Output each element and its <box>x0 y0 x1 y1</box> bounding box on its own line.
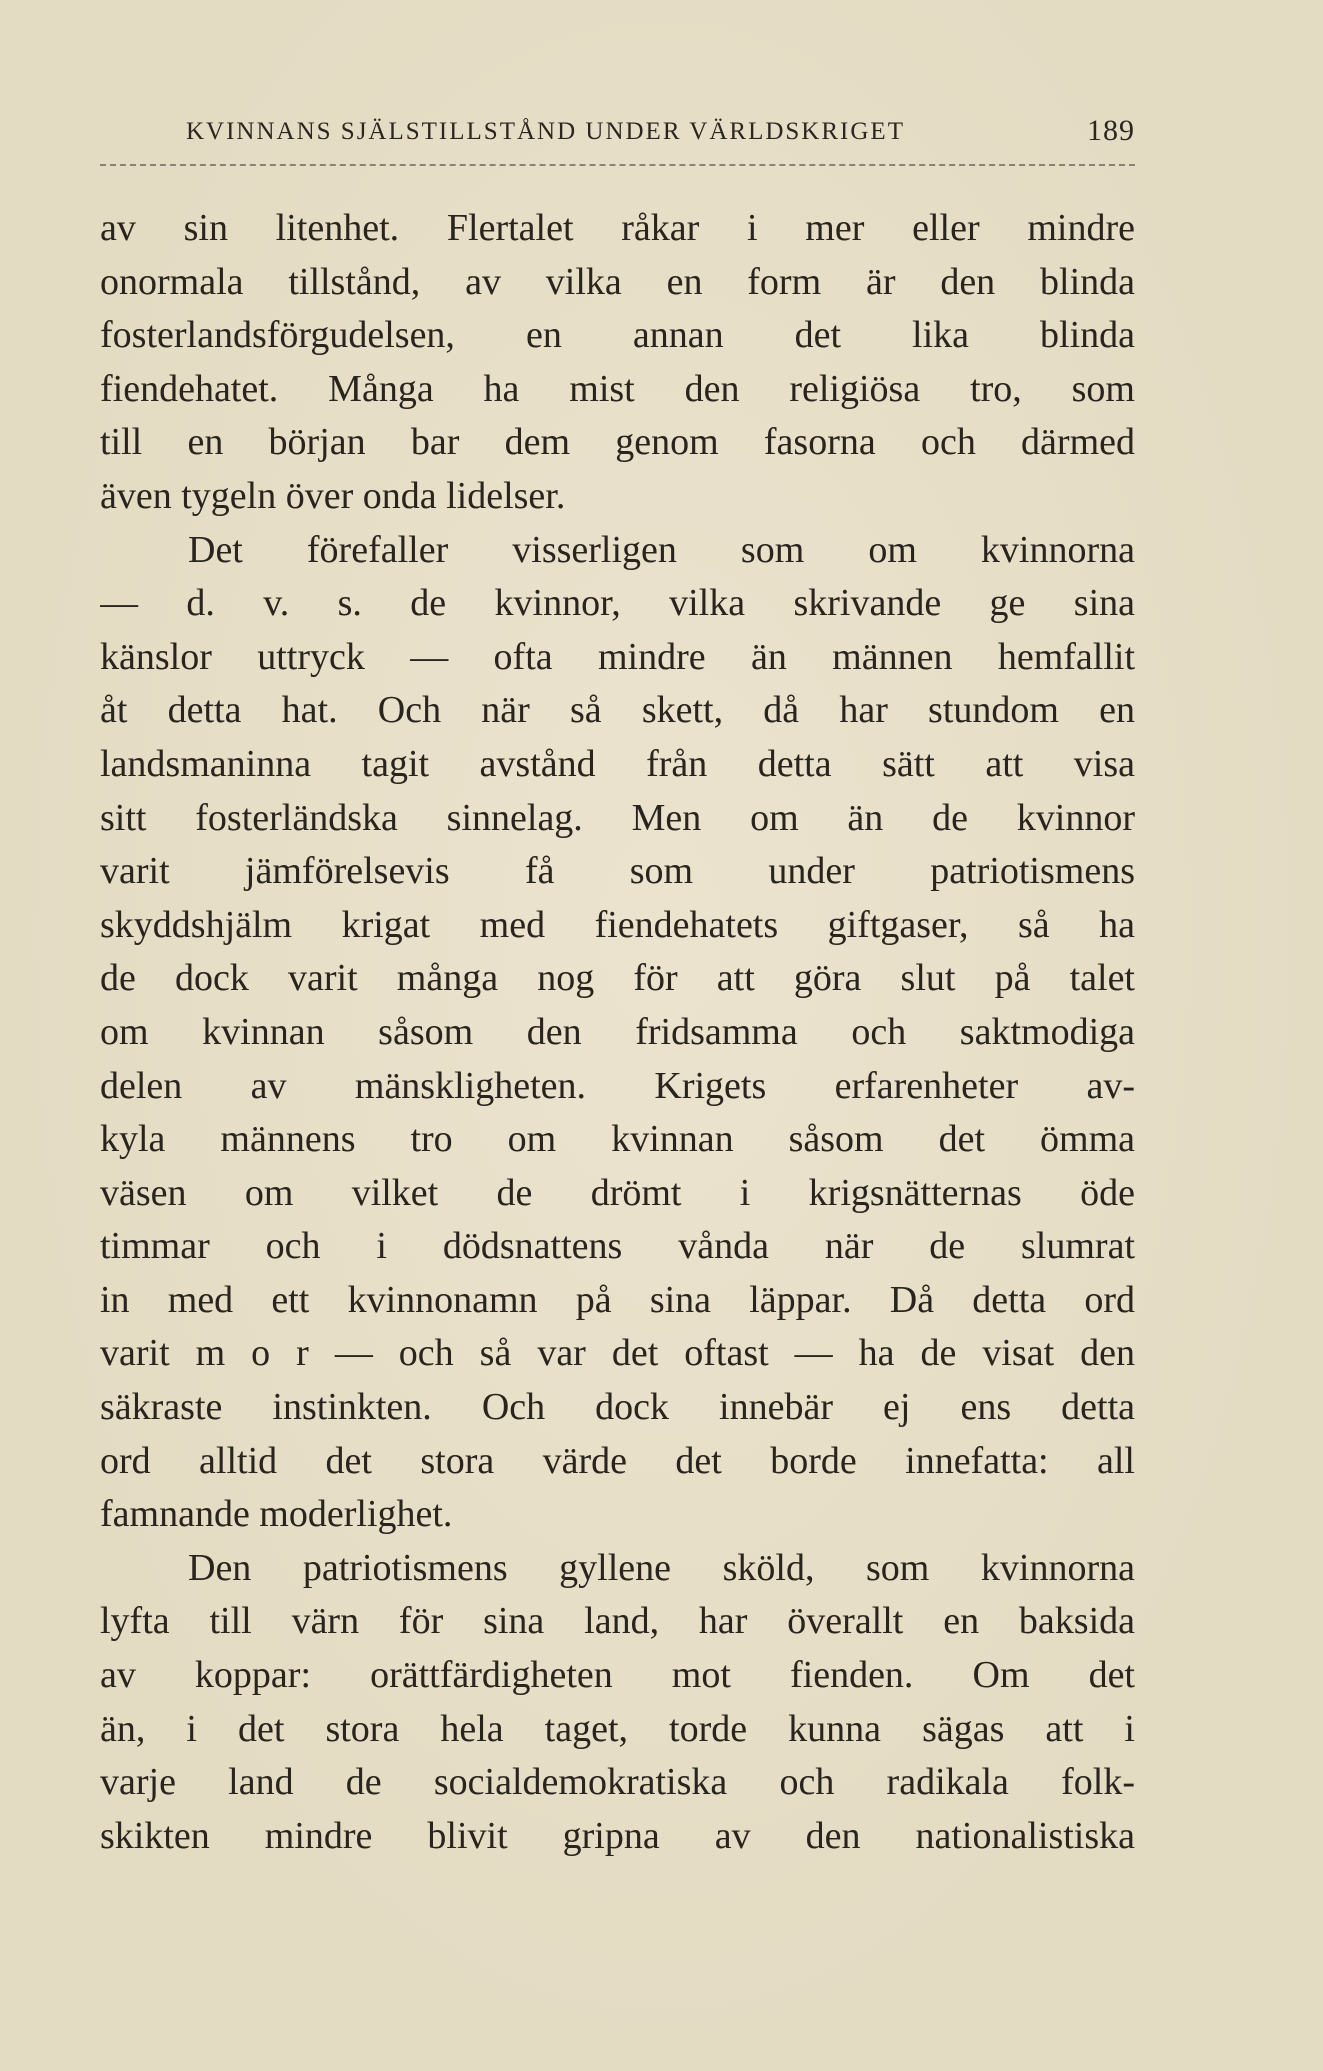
text-line: om kvinnan såsom den fridsamma och saktmodiga <box>100 1010 1135 1053</box>
text-line: varje land de socialdemokratiska och radikala folk- <box>100 1761 1135 1804</box>
text-line: lyfta till värn för sina land, har överallt en baksida <box>100 1600 1135 1643</box>
text-line: fiendehatet. Många ha mist den religiösa tro, som <box>100 367 1135 410</box>
text-line: av koppar: orättfärdigheten mot fienden. Om det <box>100 1654 1135 1697</box>
text-line: skyddshjälm krigat med fiendehatets giftgaser, så ha <box>100 903 1135 946</box>
text-line: Den patriotismens gyllene sköld, som kvinnorna <box>188 1546 1135 1589</box>
body-text <box>100 202 1135 1863</box>
text-line: sitt fosterländska sinnelag. Men om än de kvinnor <box>100 796 1135 839</box>
text-line: de dock varit många nog för att göra slut på talet <box>100 957 1135 1000</box>
text-line: väsen om vilket de drömt i krigsnätternas öde <box>100 1171 1135 1214</box>
text-line: varit m o r — och så var det oftast — ha de visat den <box>100 1332 1135 1375</box>
page-number: 189 <box>1087 114 1135 147</box>
text-line: fosterlandsförgudelsen, en annan det lika blinda <box>100 314 1135 357</box>
text-line: — d. v. s. de kvinnor, vilka skrivande ge sina <box>100 582 1135 625</box>
text-line: än, i det stora hela taget, torde kunna sägas att i <box>100 1707 1135 1750</box>
page-header <box>100 112 1135 162</box>
text-line: delen av mänskligheten. Krigets erfarenheter av- <box>100 1064 1135 1107</box>
text-line: även tygeln över onda lidelser. <box>100 474 566 517</box>
text-line: Det förefaller visserligen som om kvinnorna <box>188 528 1135 571</box>
text-line: åt detta hat. Och när så skett, då har stundom en <box>100 689 1135 732</box>
text-line: landsmaninna tagit avstånd från detta sätt att visa <box>100 742 1135 785</box>
text-line: känslor uttryck — ofta mindre än männen hemfallit <box>100 635 1135 678</box>
text-line: famnande moderlighet. <box>100 1493 453 1536</box>
text-line: timmar och i dödsnattens vånda när de slumrat <box>100 1225 1135 1268</box>
text-line: onormala tillstånd, av vilka en form är den blinda <box>100 260 1135 303</box>
header-rule <box>100 164 1135 166</box>
text-line: skikten mindre blivit gripna av den nationalistiska <box>100 1814 1135 1857</box>
text-line: varit jämförelsevis få som under patriotismens <box>100 850 1135 893</box>
text-line: kyla männens tro om kvinnan såsom det ömma <box>100 1118 1135 1161</box>
text-line: ord alltid det stora värde det borde innefatta: all <box>100 1439 1135 1482</box>
text-line: till en början bar dem genom fasorna och därmed <box>100 421 1135 464</box>
text-line: av sin litenhet. Flertalet råkar i mer eller mindre <box>100 207 1135 249</box>
text-line: in med ett kvinnonamn på sina läppar. Då detta ord <box>100 1278 1135 1321</box>
running-title: KVINNANS SJÄLSTILLSTÅND UNDER VÄRLDSKRIGET <box>186 118 905 145</box>
text-line: säkraste instinkten. Och dock innebär ej ens detta <box>100 1386 1135 1429</box>
